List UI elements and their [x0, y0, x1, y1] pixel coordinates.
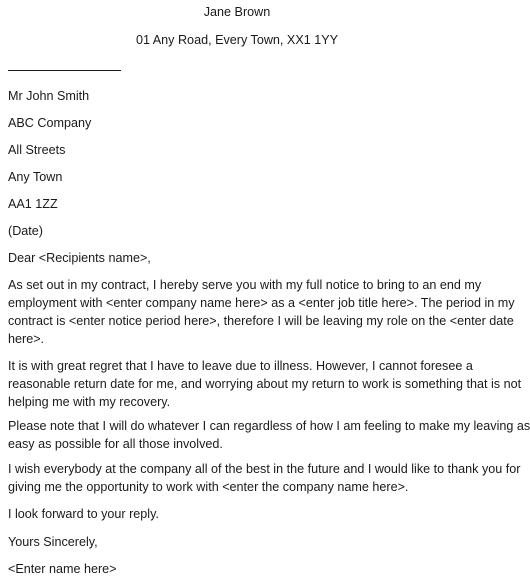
sender-name: Jane Brown	[203, 5, 271, 19]
body-paragraph-1	[8, 276, 515, 348]
letter-date: (Date)	[8, 224, 43, 238]
signature-name: <Enter name here>	[8, 562, 117, 576]
recipient-street: All Streets	[8, 143, 66, 157]
paragraph-line: easy as possible for all those involved.	[8, 437, 223, 451]
body-paragraph-3	[8, 417, 530, 453]
paragraph-line: reasonable return date for me, and worrying about my return to work is something that is not	[8, 377, 522, 391]
recipient-postcode: AA1 1ZZ	[8, 197, 58, 211]
body-paragraph-4	[8, 460, 521, 496]
salutation: Dear <Recipients name>,	[8, 251, 151, 265]
paragraph-line: As set out in my contract, I hereby serve you with my full notice to bring to an end my	[8, 278, 482, 292]
sign-off: Yours Sincerely,	[8, 535, 98, 549]
paragraph-line: Please note that I will do whatever I can regardless of how I am feeling to make my leaving as	[8, 419, 530, 433]
body-paragraph-2	[8, 357, 522, 411]
paragraph-line: I wish everybody at the company all of the best in the future and I would like to thank you for	[8, 462, 521, 476]
paragraph-line: helping me with my recovery.	[8, 395, 171, 409]
recipient-name: Mr John Smith	[8, 89, 90, 103]
divider-rule	[8, 70, 121, 71]
paragraph-line: contract is <enter notice period here>, therefore I will be leaving my role on the <enter date	[8, 314, 514, 328]
paragraph-line: employment with <enter company name here> as a <enter job title here>. The period in my	[8, 296, 515, 310]
sender-address: 01 Any Road, Every Town, XX1 1YY	[135, 33, 339, 47]
closing-line: I look forward to your reply.	[8, 507, 159, 521]
recipient-company: ABC Company	[8, 116, 92, 130]
paragraph-line: It is with great regret that I have to leave due to illness. However, I cannot foresee a	[8, 359, 473, 373]
paragraph-line: here>.	[8, 332, 45, 346]
paragraph-line: giving me the opportunity to work with <enter the company name here>.	[8, 480, 409, 494]
recipient-town: Any Town	[8, 170, 63, 184]
